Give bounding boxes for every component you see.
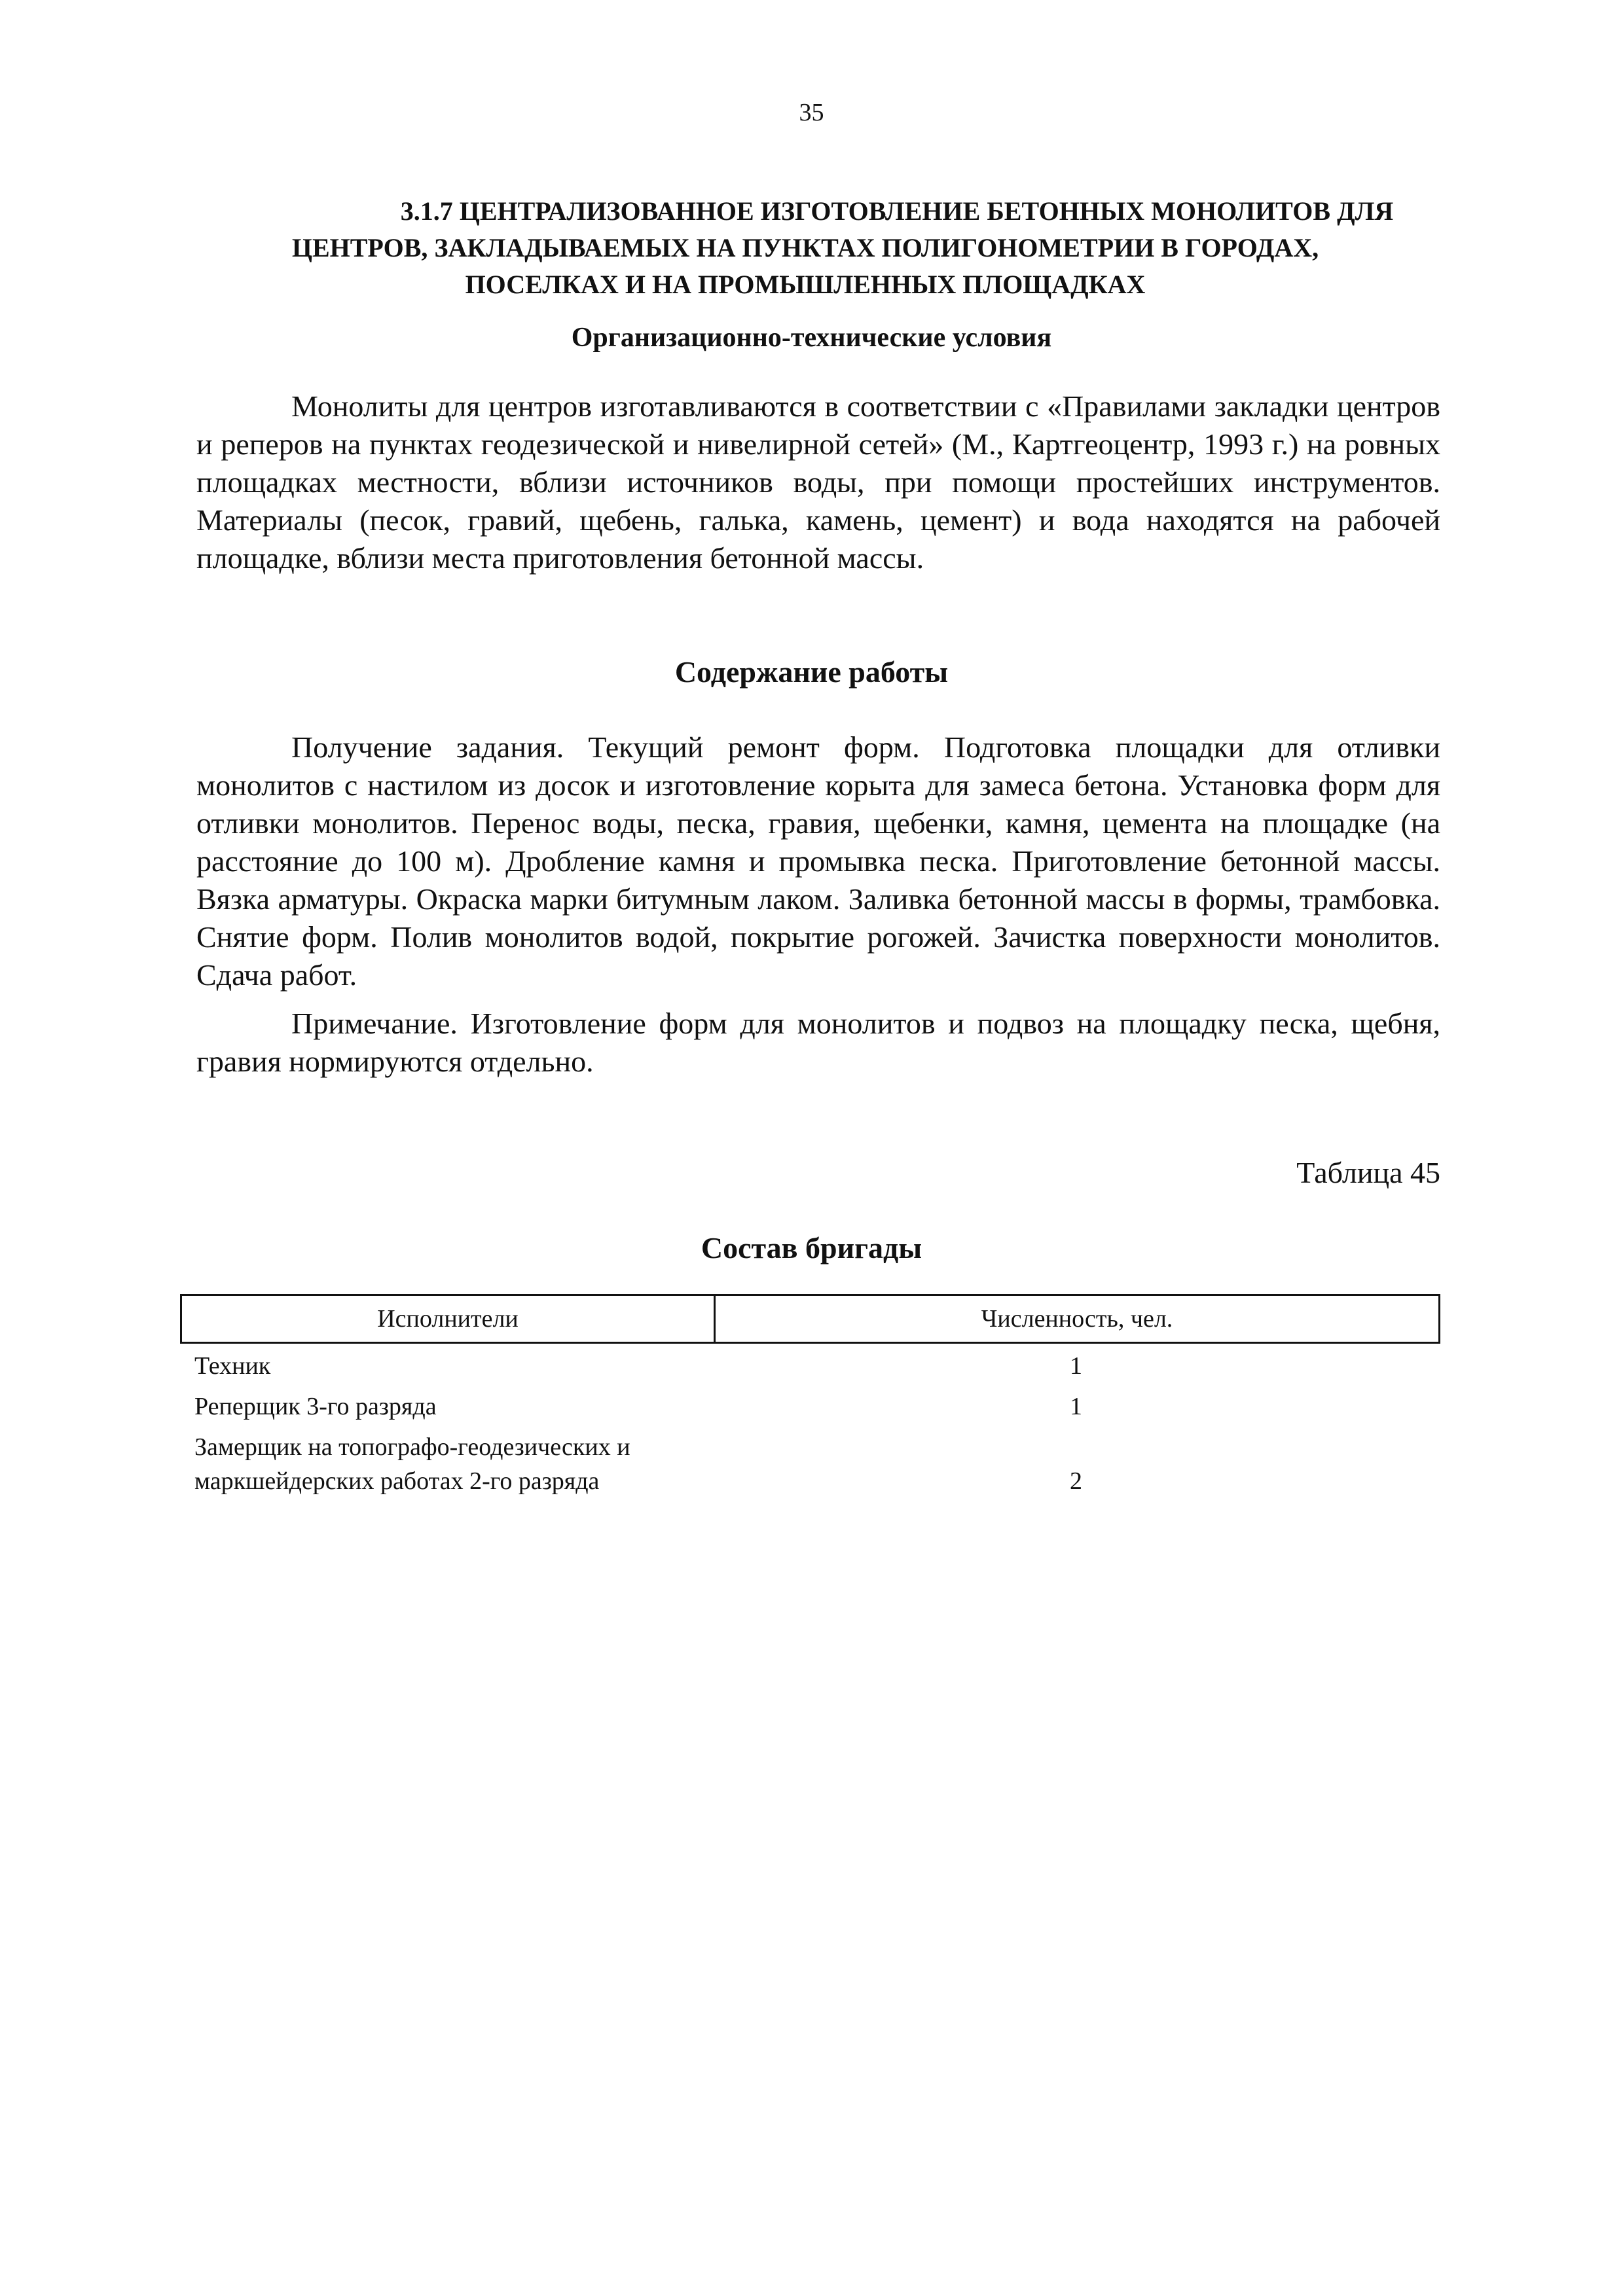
- row-performer-line-2: маркшейдерских работах 2-го разряда: [194, 1467, 600, 1495]
- row-performer-line-1: Замерщик на топографо-геодезических и: [194, 1433, 630, 1461]
- table-row: [180, 1430, 1440, 1498]
- row-performer: Техник: [194, 1352, 271, 1380]
- header-count: Численность, чел.: [981, 1305, 1173, 1333]
- row-performer: Реперщик 3-го разряда: [194, 1393, 437, 1420]
- section-title-line-1: 3.1.7 ЦЕНТРАЛИЗОВАННОЕ ИЗГОТОВЛЕНИЕ БЕТОННЫХ МОНОЛИТОВ ДЛЯ: [400, 196, 1394, 226]
- table-row: [180, 1349, 1440, 1383]
- work-content-paragraph: Получение задания. Текущий ремонт форм. Подготовка площадки для отливки монолитов с настилом из досок и изготовление корыта для замеса бетона. Установка форм для отливки монолитов. Перенос воды, песка, гравия, щебенки, камня, цемента на площадке (на расстояние до 100 м). Дробление камня и промывка песка. Приготовление бетонной массы. Вязка арматуры. Окраска марки битумным лаком. Заливка бетонной массы в формы, трамбовка. Снятие форм. Полив монолитов водой, покрытие рогожей. Зачистка поверхности монолитов. Сдача работ.: [196, 730, 1440, 992]
- header-performers: Исполнители: [182, 1296, 716, 1342]
- table-number-label: Таблица 45: [1296, 1156, 1440, 1189]
- section-title-line-3: ПОСЕЛКАХ И НА ПРОМЫШЛЕННЫХ ПЛОЩАДКАХ: [465, 270, 1146, 299]
- row-count: 2: [1070, 1467, 1082, 1495]
- table-header-row: [180, 1294, 1440, 1344]
- row-count: 1: [1070, 1352, 1082, 1380]
- conditions-paragraph: Монолиты для центров изготавливаются в соответствии с «Правилами закладки центров и реперов на пунктах геодезической и нивелирной сетей» (М., Картгеоцентр, 1993 г.) на ровных площадках местности, вблизи источников воды, при помощи простейших инструментов. Материалы (песок, гравий, щебень, галька, камень, цемент) и вода находятся на рабочей площадке, вблизи места приготовления бетонной массы.: [196, 389, 1440, 575]
- page-number: 35: [799, 99, 824, 126]
- table-row: [180, 1390, 1440, 1424]
- work-content-heading: Содержание работы: [674, 655, 949, 689]
- row-performer: [180, 1430, 712, 1498]
- crew-table: [180, 1294, 1440, 1498]
- conditions-heading: Организационно-технические условия: [571, 323, 1052, 353]
- section-title-line-2: ЦЕНТРОВ, ЗАКЛАДЫВАЕМЫХ НА ПУНКТАХ ПОЛИГОНОМЕТРИИ В ГОРОДАХ,: [291, 233, 1319, 262]
- row-count: 1: [1070, 1393, 1082, 1420]
- section-title: [196, 193, 1414, 303]
- table-title: Состав бригады: [701, 1231, 922, 1265]
- work-note-paragraph: Примечание. Изготовление форм для монолитов и подвоз на площадку песка, щебня, гравия нормируются отдельно.: [196, 1007, 1440, 1078]
